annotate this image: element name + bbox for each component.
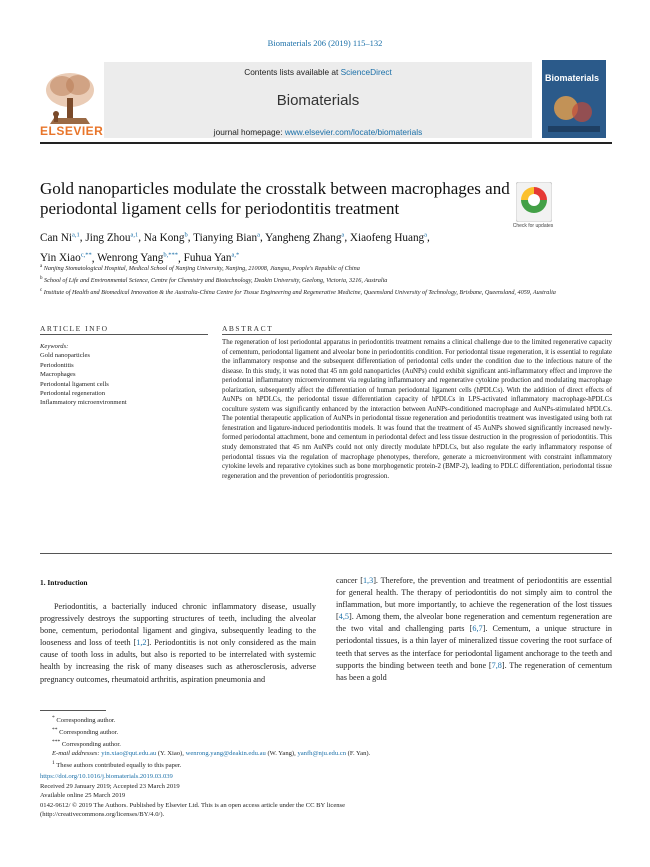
abstract-text: The regeneration of lost periodontal apparatus in periodontitis treatment remains a clinical challenge due to the limited regenerative capacity of cementum, periodontal ligament and alveolar bone in periodontitis condition. For periodontal tissue regeneration, it is essential to regulate the inflammatory response and the subsequent differentiation of periodontal cells under the condition due to the infectious nature of the disease. In this study, it was noted that 45 nm gold nanoparticles (AuNPs) could exhibit significant anti-inflammatory effect and improve the periodontal inflammatory microenvironment via regulating inflammatory and regenerative cytokine production and modulating macrophage polarization, subsequently affect the differentiation of human periodontal ligament cells (hPDLCs). With the addition of direct effects of AuNPs on hPDLCs, the periodontal tissue differentiation capacity of hPDLCs in LPS-activated inflammatory macrophage-hPDLCs coculture system was significantly enhanced by the interaction between AuNPs-conditioned macrophage and AuNPs-stimulated hPDLCs. The potential therapeutic application of AuNPs in periodontal tissue regeneration and periodontitis treatment was investigated using both rat fenestration and ligature-induced periodontitis models. It was found that the treatment of 45 AuNPs showed significantly increased newly-formed periodontal attachment, bone and cementum in periodontal defect and less tissue destruction in the progression of periodontitis. This study demonstrated that 45 nm AuNPs could not only directly modulate hPDLCs, but also regulate the early inflammatory response of periodontal tissues via the regulation of macrophage phenotypes, therefore, generate a microenvironment with constraint inflammatory cytokine levels and reparative cytokines such as bone morphogenetic protein-2 (BMP-2), leading to PDLC differentiation, periodontal tissue regeneration and the prevention of periodontitis progression. [222, 339, 612, 480]
affiliation: $^b$ School of Life and Environmental Science, Centre for Chemistry and Biotechnology, Deakin University, Geelong, Victoria, 3216, Australia [40, 276, 388, 285]
crossmark-icon[interactable] [516, 182, 552, 222]
citation-link[interactable]: 4,5 [338, 612, 349, 622]
homepage-link[interactable]: www.elsevier.com/locate/biomaterials [284, 127, 423, 137]
citation-link[interactable]: 7,8 [491, 660, 502, 670]
footnote: *** Corresponding author. [52, 738, 121, 748]
citation-link[interactable]: 6,7 [472, 624, 483, 634]
affiliation: $^a$ Nanjing Stomatological Hospital, Medical School of Nanjing University, Nanjing, 210008, Jiangsu, People's Republic of China [40, 264, 360, 273]
sciencedirect-link[interactable]: ScienceDirect [340, 67, 392, 77]
contents-prefix: Contents lists available at [244, 67, 341, 77]
author[interactable]: Jing Zhou$^{a,1}$ [85, 231, 139, 244]
footnote: * Corresponding author. [52, 715, 116, 725]
email-footnote: E-mail addresses: yin.xiao@qut.edu.au (Y. Xiao), wenrong.yang@deakin.edu.au (W. Yang), yanfh@nju.edu.cn (F. Yan). [52, 750, 371, 758]
author[interactable]: Yin Xiao$^{c,**}$ [40, 251, 92, 265]
citation-link[interactable]: 1,3 [362, 576, 374, 585]
abstract-end-rule [40, 553, 612, 554]
citation-link[interactable]: 1,2 [136, 638, 147, 648]
journal-citation[interactable]: Biomaterials 206 (2019) 115–132 [267, 38, 383, 48]
publication-info [40, 772, 612, 820]
keywords-block [40, 342, 210, 408]
header-rule [40, 142, 612, 144]
body-column-right: cancer [1,3]. Therefore, the prevention and treatment of periodontitis are essential for general health. The therapy of periodontitis do not simply aim to control the inflammation, but more importantly, to achieve the regeneration of the lost tissues [4,5]. Among them, the alveolar bone regeneration and cementum regeneration are the two vital and challenging parts [6,7]. Cementum, a unique structure in periodontal tissues, is a thin layer of mineralized tissue covering the root surface of teeth that serves as the interface for periodontal ligament anchorage to the teeth and supports the binding between teeth and bone [7,8]. The regeneration of cementum has been a gold [336, 576, 612, 682]
abstract-heading: ABSTRACT [222, 324, 274, 333]
publisher-logo-text: ELSEVIER [40, 124, 104, 138]
cover-art [548, 88, 600, 132]
affiliation: $^c$ Institute of Health and Biomedical Innovation & the Australia-China Centre for Tissue Engineering and Regenerative Medicine, Queensland University of Technology, Brisbane, Queensland, 4059, Australia [40, 288, 556, 297]
online-date: Available online 25 March 2019 [40, 792, 126, 800]
contents-line [104, 67, 532, 77]
abstract-rule [222, 334, 612, 335]
keyword: Gold nanoparticles [40, 352, 90, 360]
received-dates: Received 29 January 2019; Accepted 23 March 2019 [40, 782, 180, 790]
journal-homepage [104, 127, 532, 137]
author[interactable]: Tianying Bian$^a$ [193, 231, 260, 244]
keyword: Periodontal ligament cells [40, 380, 109, 388]
footnotes [40, 714, 510, 771]
body-column-left: Periodontitis, a bacterially induced chronic inflammatory disease, usually progressively destroys the supporting structures of teeth, including the alveolar bone, cementum, periodontal ligament and gingiva, subsequently leading to the looseness and loss of teeth [1,2]. Periodontitis is not only considered as the main cause of tooth loss in adults, but also is reported to be interrelated with systemic health by increasing the risk of many diseases such as atherosclerosis, adverse pregnancy outcomes, rheumatoid arthritis, aspiration pneumonia and [40, 602, 316, 684]
section-heading-introduction: 1. Introduction [40, 578, 88, 587]
article-info-heading: ARTICLE INFO [40, 324, 109, 333]
footnote: $^1$ These authors contributed equally to this paper. [52, 759, 182, 770]
author[interactable]: Fuhua Yan$^{a,*}$ [183, 251, 240, 265]
license-text: 0142-9612/ © 2019 The Authors. Published by Elsevier Ltd. This is an open access article under the CC BY license [40, 801, 346, 809]
article-info-rule [40, 334, 208, 335]
author[interactable]: Yangheng Zhang$^a$ [265, 231, 345, 244]
keyword: Inflammatory microenvironment [40, 399, 127, 407]
cover-title: Biomaterials [545, 73, 600, 83]
homepage-prefix: journal homepage: [213, 127, 285, 137]
crossmark-label: Check for updates [512, 223, 554, 229]
affiliations [40, 262, 615, 298]
journal-name: Biomaterials [276, 92, 360, 109]
author[interactable]: Xiaofeng Huang$^a$ [349, 231, 428, 244]
author-list: Can Ni$^{a,1}$, Jing Zhou$^{a,1}$, Na Kong$^b$, Tianying Bian$^a$, Yangheng Zhang$^a$, Xiaofeng Huang$^a$, Yin Xiao$^{c,**}$, Wenrong Yang$^{b,***}$, Fuhua Yan$^{a,*}$ [40, 231, 430, 265]
footnote: ** Corresponding author. [52, 726, 119, 736]
license-url[interactable]: (http://creativecommons.org/licenses/BY/4.0/). [40, 811, 165, 819]
author[interactable]: Wenrong Yang$^{b,***}$ [97, 251, 178, 265]
email-link[interactable]: yin.xiao@qut.edu.au [101, 750, 157, 758]
author[interactable]: Na Kong$^b$ [143, 231, 188, 244]
email-link[interactable]: wenrong.yang@deakin.edu.au [185, 750, 266, 758]
keyword: Periodontitis [40, 361, 74, 369]
keyword: Periodontal regeneration [40, 390, 105, 398]
author[interactable]: Can Ni$^{a,1}$ [40, 231, 80, 244]
email-link[interactable]: yanfh@nju.edu.cn [297, 750, 346, 758]
keywords-label: Keywords: [40, 343, 69, 350]
keyword: Macrophages [40, 371, 76, 379]
article-title: Gold nanoparticles modulate the crosstalk between macrophages and periodontal ligament cells for periodontitis treatment [40, 179, 510, 218]
footnote-rule [40, 710, 106, 711]
doi-link[interactable]: https://doi.org/10.1016/j.biomaterials.2019.03.039 [40, 773, 173, 780]
